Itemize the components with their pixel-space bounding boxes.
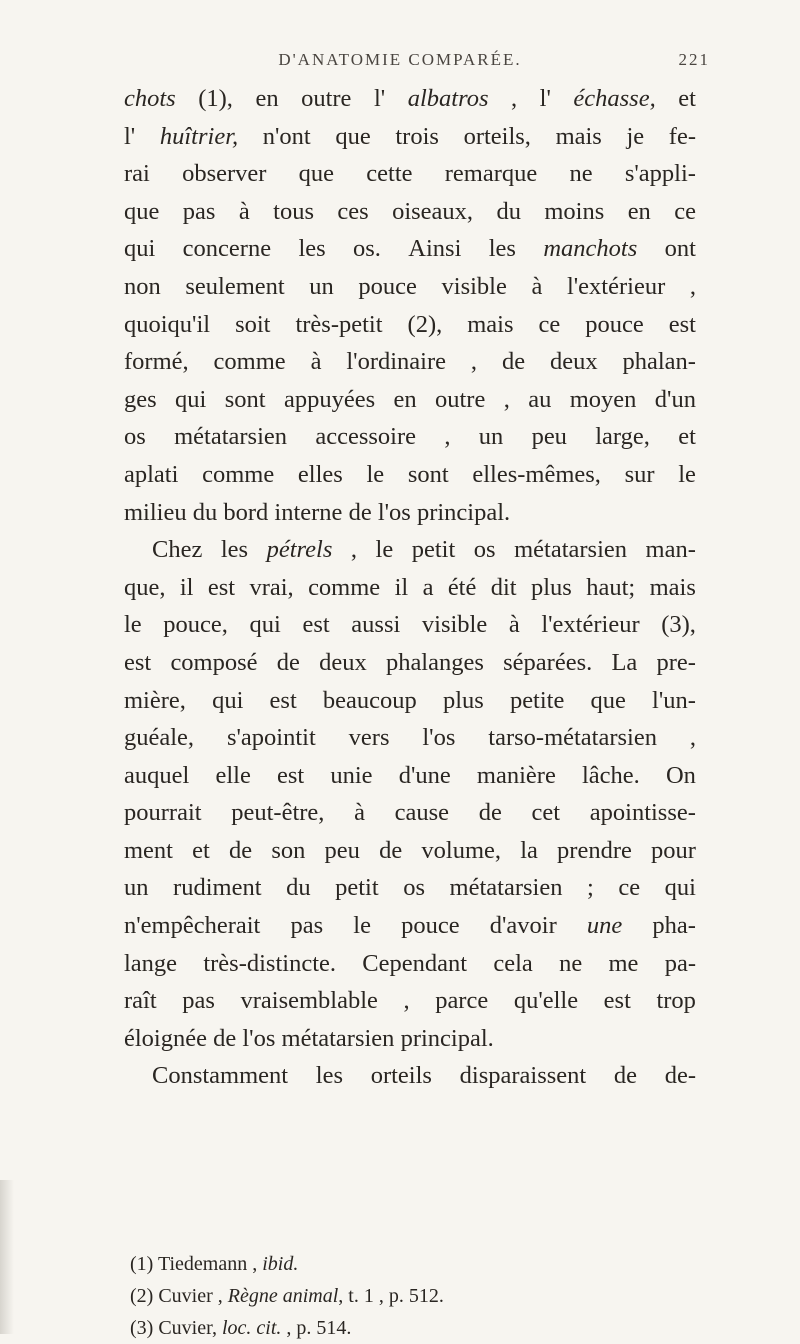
word: en — [393, 385, 417, 413]
word: est — [603, 987, 631, 1015]
footnote-text: , p. 514. — [281, 1317, 352, 1339]
text-line — [124, 1020, 696, 1058]
text-line — [124, 569, 696, 607]
word: n'empêcherait — [124, 912, 261, 940]
word: oiseaux, — [392, 197, 474, 225]
footnote-text: (2) Cuvier , — [130, 1285, 228, 1307]
word: ges — [124, 385, 157, 413]
word: séparées. — [503, 648, 593, 676]
word: je — [626, 122, 645, 150]
word: d'une — [398, 761, 451, 789]
word: échasse, — [573, 85, 656, 112]
word: très-distincte. — [203, 949, 337, 977]
word: , — [503, 385, 510, 413]
word: (3), — [661, 611, 696, 639]
word: les — [315, 1062, 344, 1090]
text-line — [124, 381, 696, 419]
text-line — [124, 907, 696, 945]
word: à — [310, 348, 322, 376]
word: tous — [273, 197, 314, 225]
word: qui — [212, 686, 244, 714]
word: ces — [337, 197, 369, 225]
text-line — [124, 644, 696, 682]
word: est — [124, 648, 152, 676]
word: comme — [308, 573, 381, 601]
word: cela — [493, 949, 533, 977]
word: pourrait — [124, 799, 202, 827]
word: du — [496, 197, 521, 225]
word: moins — [544, 197, 605, 225]
text-line — [124, 606, 696, 644]
word: ce — [538, 310, 561, 338]
word: auquel — [124, 761, 190, 789]
word: mais — [555, 122, 602, 150]
word: pour — [651, 836, 696, 864]
word: de — [379, 836, 403, 864]
word: volume, — [421, 836, 502, 864]
text-line — [124, 230, 696, 268]
word: chots — [124, 85, 176, 112]
word: fe- — [668, 122, 696, 150]
word: plus — [531, 573, 572, 601]
word: Chez — [152, 536, 203, 564]
word: la — [520, 836, 538, 864]
word: de — [501, 348, 526, 376]
word: , — [689, 272, 696, 300]
word: l'un- — [652, 686, 696, 714]
word: métatarsien — [174, 423, 288, 451]
word: La — [611, 648, 638, 676]
word: pre- — [656, 648, 696, 676]
word: pa- — [664, 949, 696, 977]
word: lâche. — [581, 761, 640, 789]
word: cet — [531, 799, 561, 827]
text-line — [124, 794, 696, 832]
text-line — [124, 418, 696, 456]
word: non — [124, 272, 161, 300]
word: pétrels — [266, 536, 333, 564]
word: l'ordinaire — [346, 348, 446, 376]
word: , — [403, 987, 410, 1015]
word: pas — [182, 197, 216, 225]
word: du — [286, 874, 311, 902]
word: un — [478, 423, 504, 451]
word: peu — [531, 423, 567, 451]
word: vrai, — [249, 573, 294, 601]
word: orteils, — [463, 122, 531, 150]
word: , — [350, 536, 358, 564]
word: à — [354, 799, 365, 827]
word: haut; — [586, 573, 636, 601]
word: mière, — [124, 686, 186, 714]
word: ce — [674, 197, 696, 225]
word: rudiment — [173, 874, 262, 902]
word: Constamment — [152, 1062, 289, 1090]
word: d'un — [654, 385, 696, 413]
word: pas — [182, 987, 215, 1015]
word: visible — [421, 611, 488, 639]
footnote — [130, 1280, 690, 1312]
word: de — [229, 836, 253, 864]
footnote — [130, 1248, 690, 1280]
word: est — [269, 686, 297, 714]
word: manchots — [543, 235, 638, 263]
text-line — [124, 982, 696, 1020]
word: visible — [441, 272, 507, 300]
word: les — [488, 235, 516, 263]
word: l'extérieur — [566, 272, 666, 300]
word: , — [444, 423, 451, 451]
word: ne — [569, 160, 593, 188]
word: ce — [618, 874, 641, 902]
word: à — [238, 197, 250, 225]
word: qui — [249, 611, 281, 639]
word: phalan- — [622, 348, 696, 376]
word: métatarsien — [281, 1024, 395, 1052]
word: de — [276, 648, 300, 676]
text-line — [124, 80, 696, 118]
word: comme — [202, 460, 275, 488]
word: en — [627, 197, 651, 225]
text-line — [124, 494, 696, 532]
text-line — [124, 832, 696, 870]
text-line — [124, 1057, 696, 1095]
word: au — [528, 385, 552, 413]
text-line — [124, 456, 696, 494]
word: sont — [224, 385, 266, 413]
word: guéale, — [124, 724, 195, 752]
word: l'os — [242, 1024, 276, 1052]
word: os — [124, 423, 146, 451]
word: dit — [490, 573, 517, 601]
word: qui — [175, 385, 207, 413]
footnote-text: Règne animal — [227, 1285, 339, 1307]
word: que — [124, 197, 160, 225]
footnote-text: ibid. — [262, 1253, 299, 1275]
word: aplati — [124, 460, 179, 488]
word: lange — [124, 949, 178, 977]
word: l'os — [422, 724, 456, 752]
word: seulement — [185, 272, 285, 300]
word: petite — [509, 686, 565, 714]
word: qu'elle — [513, 987, 579, 1015]
word: cette — [366, 160, 413, 188]
word: me — [608, 949, 639, 977]
word: le — [678, 460, 696, 488]
word: elle — [215, 761, 251, 789]
word: à — [531, 272, 543, 300]
word: rai — [124, 160, 150, 188]
word: l' — [539, 85, 551, 112]
word: métatarsien — [449, 874, 563, 902]
word: huîtrier, — [159, 122, 239, 150]
word: il — [394, 573, 409, 601]
word: , — [511, 85, 518, 112]
word: Cependant — [362, 949, 468, 977]
text-line — [124, 719, 696, 757]
word: le — [124, 611, 142, 639]
word: qui — [664, 874, 696, 902]
word: mais — [467, 310, 514, 338]
word: et — [678, 85, 696, 112]
word: d'avoir — [489, 912, 557, 940]
word: ment — [124, 836, 173, 864]
word: que — [590, 686, 626, 714]
word: l'os — [377, 498, 411, 526]
footnote-text: , t. 1 , p. 512. — [338, 1285, 444, 1307]
word: albatros — [407, 85, 489, 112]
word: est — [207, 573, 236, 601]
word: n'ont — [262, 122, 311, 150]
word: de — [613, 1062, 638, 1090]
word: beaucoup — [322, 686, 417, 714]
word: bord — [223, 498, 269, 526]
word: l'extérieur — [541, 611, 640, 639]
word: comme — [213, 348, 286, 376]
word: principal. — [400, 1024, 494, 1052]
word: vers — [348, 724, 390, 752]
word: cause — [394, 799, 450, 827]
word: concerne — [182, 235, 272, 263]
word: parce — [435, 987, 489, 1015]
word: deux — [319, 648, 367, 676]
word: est — [668, 310, 696, 338]
word: est — [277, 761, 305, 789]
word: orteils — [370, 1062, 432, 1090]
word: son — [271, 836, 306, 864]
word: manière — [476, 761, 556, 789]
footnote-text: (3) Cuvier, — [130, 1317, 222, 1339]
running-head: D'ANATOMIE COMPARÉE. — [278, 50, 522, 69]
text-line — [124, 757, 696, 795]
word: pouce — [585, 310, 644, 338]
word: remarque — [444, 160, 538, 188]
word: les — [298, 235, 326, 263]
word: deux — [549, 348, 598, 376]
text-line — [124, 306, 696, 344]
word: pouce — [358, 272, 417, 300]
word: un — [309, 272, 334, 300]
word: les — [220, 536, 249, 564]
word: sont — [407, 460, 449, 488]
word: raît — [124, 987, 157, 1015]
word: accessoire — [315, 423, 416, 451]
footnotes — [130, 1248, 690, 1344]
word: interne — [274, 498, 343, 526]
word: s'apointit — [226, 724, 316, 752]
word: et — [192, 836, 210, 864]
word: os — [403, 874, 425, 902]
text-line — [124, 531, 696, 569]
word: tarso-métatarsien — [488, 724, 657, 752]
word: mais — [649, 573, 696, 601]
word: pouce — [401, 912, 460, 940]
word: de — [348, 498, 372, 526]
word: large, — [595, 423, 650, 451]
word: été — [447, 573, 477, 601]
word: le — [366, 460, 385, 488]
word: à — [508, 611, 520, 639]
word: petit — [335, 874, 379, 902]
word: principal. — [416, 498, 511, 526]
word: que — [298, 160, 335, 188]
word: pouce, — [163, 611, 228, 639]
word: soit — [235, 310, 271, 338]
word: l' — [124, 122, 136, 150]
word: s'appli- — [624, 160, 696, 188]
word: qui — [124, 235, 156, 263]
word: , — [689, 724, 696, 752]
footnote — [130, 1312, 690, 1344]
footnote-text: (1) Tiedemann , — [130, 1253, 263, 1275]
word: l' — [373, 85, 386, 112]
text-line — [124, 268, 696, 306]
text-line — [124, 869, 696, 907]
word: On — [665, 761, 696, 789]
word: disparaissent — [459, 1062, 587, 1090]
word: petit — [411, 536, 456, 564]
word: plus — [442, 686, 484, 714]
word: (1), — [198, 85, 233, 112]
word: le — [375, 536, 394, 564]
word: moyen — [569, 385, 637, 413]
word: une — [586, 912, 623, 940]
word: ne — [559, 949, 583, 977]
text-line — [124, 155, 696, 193]
word: man- — [645, 536, 696, 564]
word: (2), — [407, 310, 443, 338]
word: métatarsien — [514, 536, 628, 564]
word: éloignée — [124, 1024, 207, 1052]
word: peu — [324, 836, 360, 864]
footnote-text: loc. cit. — [221, 1317, 282, 1339]
text-line — [124, 945, 696, 983]
word: sur — [624, 460, 655, 488]
word: que — [335, 122, 371, 150]
word: Ainsi — [408, 235, 462, 263]
word: vraisemblable — [240, 987, 378, 1015]
page-number: 221 — [678, 50, 710, 69]
word: quoiqu'il — [124, 310, 211, 338]
word: pas — [290, 912, 324, 940]
word: très-petit — [295, 310, 383, 338]
word: elles-mêmes, — [472, 460, 601, 488]
word: phalanges — [385, 648, 484, 676]
word: un — [124, 874, 149, 902]
word: du — [192, 498, 218, 526]
word: composé — [170, 648, 258, 676]
word: appuyées — [283, 385, 376, 413]
word: os. — [353, 235, 381, 263]
word: il — [179, 573, 194, 601]
word: que, — [124, 573, 166, 601]
text-line — [124, 343, 696, 381]
word: est — [302, 611, 330, 639]
word: trois — [395, 122, 439, 150]
word: os — [473, 536, 496, 564]
word: unie — [330, 761, 373, 789]
word: le — [353, 912, 371, 940]
text-line — [124, 118, 696, 156]
word: a — [422, 573, 434, 601]
word: ; — [587, 874, 594, 902]
text-line — [124, 193, 696, 231]
word: formé, — [124, 348, 189, 376]
word: en — [255, 85, 279, 112]
word: de- — [664, 1062, 696, 1090]
word: ont — [664, 235, 696, 263]
word: outre — [301, 85, 352, 112]
word: outre — [435, 385, 486, 413]
word: de — [478, 799, 502, 827]
word: prendre — [557, 836, 632, 864]
word: aussi — [351, 611, 401, 639]
word: apointisse- — [589, 799, 696, 827]
word: de — [213, 1024, 237, 1052]
page-edge-shadow — [0, 1180, 14, 1334]
word: milieu — [124, 498, 187, 526]
word: peut-être, — [231, 799, 325, 827]
word: trop — [656, 987, 696, 1015]
word: pha- — [652, 912, 696, 940]
body-text — [124, 80, 696, 1095]
word: et — [678, 423, 696, 451]
word: elles — [297, 460, 343, 488]
text-line — [124, 682, 696, 720]
word: observer — [182, 160, 267, 188]
word: , — [470, 348, 478, 376]
